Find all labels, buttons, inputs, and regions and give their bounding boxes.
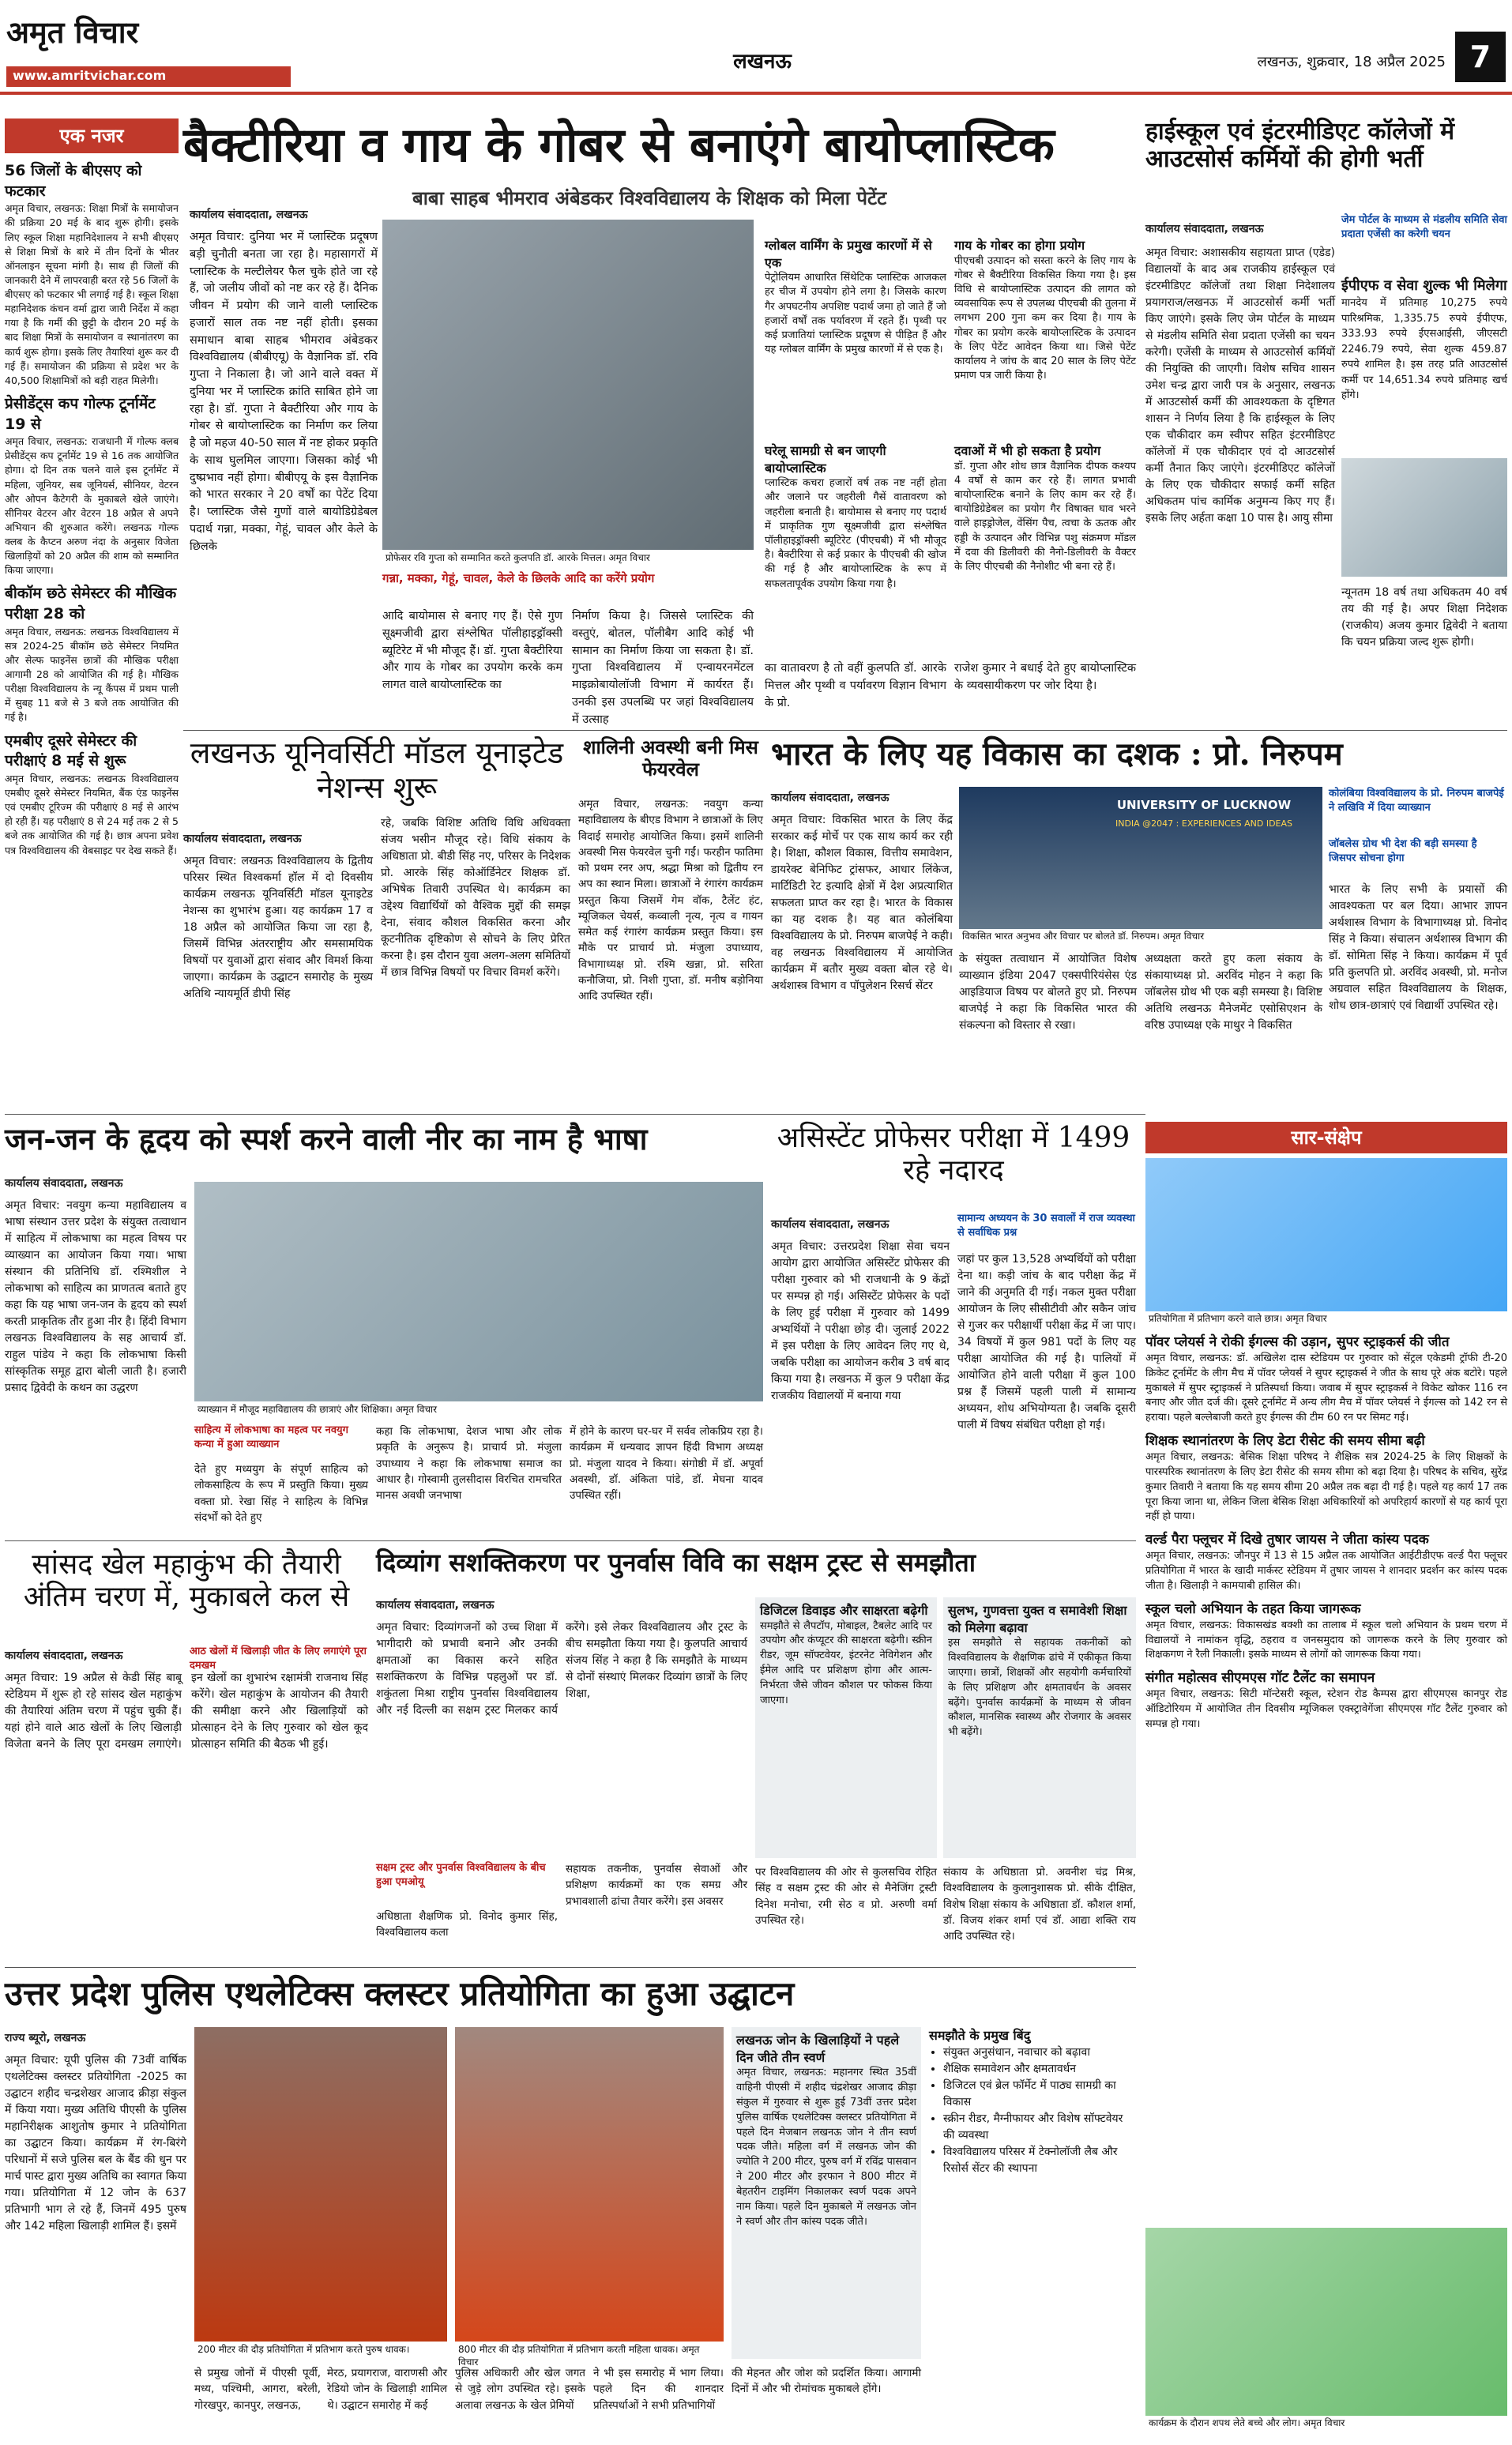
outsource-illustration: [1341, 458, 1507, 577]
niroopam-headline: भारत के लिए यह विकास का दशक : प्रो. निरुपम: [771, 735, 1343, 773]
police-photo-women-caption: 800 मीटर की दौड़ प्रतियोगिता में प्रतिभाग करती महिला धावक। अमृत विचार: [455, 2342, 724, 2359]
lead-col2a: आदि बायोमास से बनाए गए हैं। ऐसे गुण सूक्ष्मजीवी द्वारा संश्लेषित पॉलीहाइड्रॉक्सी ब्यूटिरेट में भी मौजूद हैं। डॉ. गुप्ता बैक्टीरिया और गाय के गोबर का उपयोग करके कम लागत वाले बायोप्लास्टिक का: [382, 610, 562, 691]
sidebar-item-title: प्रेसीडेंट्स कप गोल्फ टूर्नामेंट 19 से: [5, 394, 156, 433]
assistant-prof-body: अमृत विचार: उत्तरप्रदेश शिक्षा सेवा चयन आयोग द्वारा आयोजित असिस्टेंट प्रोफेसर की परीक्षा गुरुवार को भी राजधानी के 9 केंद्रों पर सम्पन्न हो गई। असिस्टेंट प्रोफेसर के पदों के लिए हुई परीक्षा में गुरुवार को 1499 अभ्यर्थियों ने परीक्षा छोड़ दी। जुलाई 2022 में इस परीक्षा के लिए आवेदन लिए गए थे, जबकि परीक्षा का आयोजन करीब 3 वर्ष बाद किया गया है। लखनऊ में कुल 9 परीक्षा केंद्र राजकीय विद्यालयों में बनाया गया: [771, 1240, 950, 1402]
outsource-story: [1145, 118, 1507, 727]
miss-farewell-story: [578, 736, 763, 1108]
assistant-prof-body-continued: जहां पर कुल 13,528 अभ्यर्थियों को परीक्षा देना था। कड़ी जांच के बाद परीक्षा केंद्र में जाने की अनुमति दी गई। नकल मुक्त परीक्षा आयोजन के लिए सीसीटीवी और सकैन जांच से गुजर कर परीक्षार्थी परीक्षा केंद्र में जा पाए। 34 विषयों में कुल 981 पदों के लिए यह परीक्षा आयोजित की गई है। पालियों में आयोजित होने वाली परीक्षा में कुल 100 प्रश्न हैं जिसमें पहली पाली में सामान्य अध्ययन, शोध अभियोग्यता है। जबकि दूसरी पाली में विषय संबंधित परीक्षा हो गई।: [957, 1253, 1136, 1431]
lead-box-title: गाय के गोबर का होगा प्रयोग: [954, 238, 1085, 253]
niroopam-body-col2: के संयुक्त तत्वाधान में आयोजित विशेष व्याख्यान इंडिया 2047 एक्सपीरियंसेस एंड आइडियाज विषय पर बोलते हुए प्रो. निरुपम बाजपेई ने कहा कि विकसित भारत की संकल्पना को विस्तार से रखा।: [959, 953, 1137, 1032]
sidebar-item: [5, 584, 179, 724]
lead-story: [183, 118, 1136, 727]
police-byline: राज्य ब्यूरो, लखनऊ: [5, 2032, 86, 2044]
police-headline: उत्तर प्रदेश पुलिस एथलेटिक्स क्लस्टर प्रतियोगिता का हुआ उद्घाटन: [5, 1974, 795, 2013]
lead-box-title: ग्लोबल वार्मिंग के प्रमुख कारणों में से एक: [765, 238, 932, 270]
divyang-box-body: इस समझौते से सहायक तकनीकों को विश्वविद्यालय के शैक्षणिक ढांचे में एकीकृत किया जाएगा। छात्रों, शिक्षकों और सहयोगी कर्मचारियों के लिए प्रशिक्षण और क्षमतावर्धन के अवसर बढ़ेंगे। पुनर्वास कार्यक्रमों के माध्यम से जीवन कौशल, मानसिक स्वास्थ्य और रोजगार के अवसर भी बढ़ेंगे।: [948, 1637, 1131, 1739]
masthead: [0, 0, 1512, 95]
saar-item-title: शिक्षक स्थानांतरण के लिए डेटा रीसेट की समय सीमा बढ़ी: [1145, 1433, 1425, 1450]
outsource-body: अमृत विचार: अशासकीय सहायता प्राप्त (एडेड) विद्यालयों के बाद अब राजकीय हाईस्कूल एवं इंटरमीडिएट कॉलेजों तथा शिक्षा निदेशालय प्रयागराज/लखनऊ में आउटसोर्स कर्मी भर्ती किए जाएंगे। इसके लिए जेम पोर्टल के माध्यम से मंडलीय समिति सेवा प्रदाता एजेंसी का चयन करेगी। एजेंसी के माध्यम से आउटसोर्स कर्मियों की नियुक्ति की जाएगी। विशेष सचिव शासन उमेश चन्द्र द्वारा जारी पत्र के अनुसार, लखनऊ में आउटसोर्स कर्मी की आवश्यकता के दृष्टिगत शासन ने निर्णय लिया है कि हाईस्कूल के लिए एक चौकीदार कम स्वीपर सहित इंटरमीडिएट कॉलेजों में एक चौकीदार एवं दो आउटसोर्स कर्मी तैनात किए जाएंगे। इंटरमीडिएट कॉलेजों के लिए एक चौकीदार सफाई कर्मी सहित अधिकतम पांच कार्मिक अनुमन्य किए गए हैं। इसके लिए अर्हता कक्षा 10 पास है। आयु सीमा: [1145, 246, 1335, 525]
saar-item-title: पॉवर प्लेयर्स ने रोकी ईगल्स की उड़ान, सुपर स्ट्राइकर्स की जीत: [1145, 1334, 1450, 1350]
lu-model-un-body: अमृत विचार: लखनऊ विश्वविद्यालय के द्वितीय परिसर स्थित विश्वकर्मा हॉल में दो दिवसीय कार्यक्रम लखनऊ यूनिवर्सिटी मॉडल यूनाइटेड नेशन्स का शुभारंभ हुआ। यह कार्यक्रम 17 व 18 अप्रैल को आयोजित किया जा रहा है, जिसमें विभिन्न अंतरराष्ट्रीय और समसामयिक विषयों पर युवाओं द्वारा संवाद और विमर्श किया जाएगा। कार्यक्रम के उद्घाटन समारोह के मुख्य अतिथि न्यायमूर्ति डीपी सिंह: [183, 855, 373, 1000]
niroopam-story: [771, 736, 1507, 1108]
saar-photo-bottom: [1145, 2228, 1507, 2432]
list-item: • डिजिटल एवं ब्रेल फॉर्मेट में पाठ्य सामग्री का विकास: [943, 2078, 1136, 2111]
divyang-tail: अधिष्ठाता शैक्षणिक प्रो. विनोद कुमार सिंह, विश्वविद्यालय कला: [376, 1910, 558, 1939]
assistant-prof-byline: कार्यालय संवाददाता, लखनऊ: [771, 1218, 890, 1231]
lead-box-body: डॉ. गुप्ता और शोध छात्र वैज्ञानिक दीपक कश्यप 4 वर्षों से काम कर रहे हैं। लागत प्रभावी बायोप्लास्टिक बनाने के लिए काम कर रहे हैं। बायोडिग्रेडेबल का प्रयोग गैर विषाक्त घाव भरने वाले हाइड्रोजेल, वेंसिंग पैच, त्वचा के ऊतक और हड्डी के उत्पादन और विभिन्न पशु संक्रमण मॉडल में दवा की डिलीवरी की नैनो-डिलीवरी के वैक्टर के लिए पीएचबी की नैनोशीट भी बना रहे हैं।: [954, 460, 1136, 573]
masthead-logo: अमृत विचार: [6, 14, 139, 50]
mahakumbh-body: अमृत विचार: 19 अप्रैल से केडी सिंह बाबू स्टेडियम में शुरू हो रहे सांसद खेल महाकुंभ की तैयारियां अंतिम चरण में पहुंच चुकी हैं। यहां होने वाले आठ खेलों के लिए खिलाड़ी विजेता बनने के लिए पूरा दमखम लगाएंगे। इन खेलों का शुभारंभ रक्षामंत्री राजनाथ सिंह करेंगे। खेल महाकुंभ के आयोजन की तैयारी की समीक्षा करने और खिलाड़ियों को प्रोत्साहन देने के लिए गुरुवार को खेल कूद प्रोत्साहन समिति की बैठक भी हुई।: [5, 1672, 368, 1751]
sidebar-item-body: अमृत विचार, लखनऊ: शिक्षा मित्रों के समायोजन की प्रक्रिया 20 मई के बाद शुरू होगी। इसके लिए स्कूल शिक्षा महानिदेशालय ने सभी बीएसए से शिक्षा मित्रों के बारे में तीन दिनों के भीतर ऑनलाइन सूचना मांगी है। साथ ही जिलों की जानकारी देने में लापरवाही बरत रहे 56 जिलों के बीएसए को फटकार भी लगाई गई है। स्कूल शिक्षा महानिदेशक कंचन वर्मा द्वारा जारी निर्देश में कहा गया है कि गर्मी की छुट्टी के दौरान 20 मई के बाद शिक्षा मित्रों के समायोजन व स्थानांतरण का कार्य शुरू होगा। इसके लिए तैयारियां शुरू कर दी गई हैं। समायोजन की प्रक्रिया से प्रदेश भर के 40,500 शिक्षामित्रों को बड़ी राहत मिलेगी।: [5, 202, 179, 386]
sidebar-item: [5, 394, 179, 578]
section-divider: [5, 1114, 1145, 1115]
section-divider: [183, 730, 1507, 731]
lead-photo-tag: गन्ना, मक्का, गेहूं, चावल, केले के छिलके आदि का करेंगे प्रयोग: [382, 571, 655, 585]
divyang-byline: कार्यालय संवाददाता, लखनऊ: [376, 1599, 495, 1612]
list-item: • शैक्षिक समावेशन और क्षमतावर्धन: [943, 2061, 1136, 2078]
masthead-rule: [0, 92, 1512, 95]
niroopam-byline: कार्यालय संवाददाता, लखनऊ: [771, 792, 890, 804]
divyang-story: [376, 1548, 1136, 1959]
lead-col2b: निर्माण किया है। जिससे प्लास्टिक की वस्तुएं, बोतल, पॉलीबैग आदि कोई भी सामान का निर्माण किया जा सकता है। डॉ. गुप्ता विश्वविद्यालय में एन्वायरनमेंटल माइक्रोबायोलॉजी विभाग में कार्यरत हैं। उनकी इस उपलब्धि पर जहां विश्वविद्यालय में उत्साह: [572, 610, 754, 726]
masthead-website: www.amritvichar.com: [6, 66, 291, 87]
list-item: • विश्वविद्यालय परिसर में टेक्नोलॉजी लैब और रिसोर्स सेंटर की स्थापना: [943, 2144, 1136, 2177]
saar-photo: [1145, 1158, 1507, 1327]
saar-item-body: अमृत विचार, लखनऊ: बेसिक शिक्षा परिषद ने शैक्षिक सत्र 2024-25 के लिए शिक्षकों के पारस्परिक स्थानांतरण के लिए डेटा रीसेट की समय सीमा को बढ़ा दिया है। परिषद के सचिव, सुरेंद्र कुमार तिवारी ने बताया कि यह समय सीमा 20 अप्रैल तक बढ़ा दी गई है। पहले यह कार्य 17 तक पूरा किया जाना था, लेकिन जिला बेसिक शिक्षा अधिकारियों को अपरिहार्य कारणों से यह कार्य पूरा नहीं हो पाया।: [1145, 1451, 1507, 1523]
bhasha-tag: साहित्य में लोकभाषा का महत्व पर नवयुग कन्या में हुआ व्याख्यान: [194, 1424, 348, 1450]
lu-model-un-story: [183, 736, 570, 1108]
divyang-headline: दिव्यांग सशक्तिकरण पर पुनर्वास विवि का सक्षम ट्रस्ट से समझौता: [376, 1548, 976, 1578]
bhasha-body: अमृत विचार: नवयुग कन्या महाविद्यालय व भाषा संस्थान उत्तर प्रदेश के संयुक्त तत्वाधान में साहित्य में लोकभाषा का महत्व विषय पर व्याख्यान का आयोजन किया गया। भाषा संस्थान की प्रतिनिधि डॉ. रश्मिशील ने लोकभाषा को साहित्य का प्राणतत्व बताते हुए कहा कि यह भाषा जन-जन के हृदय को स्पर्श करती प्राकृतिक तौर हुआ नीर है। हिंदी विभाग लखनऊ विश्वविद्यालय के सह आचार्य डॉ. राहुल पांडेय ने कहा कि लोकभाषा किसी सांस्कृतिक समूह द्वारा बोली जाती है। हजारी प्रसाद द्विवेदी के कथन का उद्धरण: [5, 1199, 186, 1394]
niroopam-body: अमृत विचार: विकसित भारत के लिए केंद्र सरकार कई मोर्चे पर एक साथ कार्य कर रही है। शिक्षा, कौशल विकास, वित्तीय समावेशन, डायरेक्ट बेनिफिट ट्रांसफर, आधार लिंकेज, मार्टिडिटी रेट इत्यादि क्षेत्रों में देश अप्रत्याशित सफलता प्राप्त कर रहा है। भारत के विकास का यह दशक है। यह बात कोलंबिया विश्वविद्यालय के प्रो. निरुपम बाजपेई ने कही। वह लखनऊ विश्वविद्यालय में आयोजित कार्यक्रम में बतौर मुख्य वक्ता बोल रहे थे। अर्थशास्त्र विभाग व पॉपुलेशन रिसर्च सेंटर: [771, 814, 953, 992]
lead-byline: कार्यालय संवाददाता, लखनऊ: [190, 209, 308, 221]
sidebar-ek-nazar: [5, 118, 179, 1122]
lead-box-body: पीएचबी उत्पादन को सस्ता करने के लिए गाय के गोबर से बैक्टीरिया विकसित किया गया है। इस विधि से बायोप्लास्टिक उत्पादन की लागत को व्यवसायिक रूप से उपलब्ध पीएचबी की तुलना में लगभग 200 गुना कम कर दिया है। गाय के गोबर का प्रयोग करके बायोप्लास्टिक के उत्पादन के लिए पेटेंट आवेदन किया था। जिसे पेटेंट कार्यालय ने जांच के बाद 20 साल के लिए पेटेंट प्रमाण पत्र जारी किया है।: [954, 254, 1136, 382]
bhasha-headline: जन-जन के हृदय को स्पर्श करने वाली नीर का नाम है भाषा: [5, 1121, 648, 1157]
sidebar-item-title: 56 जिलों के बीएसए को फटकार: [5, 162, 142, 200]
divyang-box1-continued: [566, 1861, 747, 1959]
niroopam-banner-title: UNIVERSITY OF LUCKNOW: [1116, 798, 1292, 812]
sidebar-item-body: अमृत विचार, लखनऊ: लखनऊ विश्वविद्यालय में सत्र 2024-25 बीकॉम छठे सेमेस्टर नियमित और सेल्फ फाइनेंस छात्रों की मौखिक परीक्षा आगामी 28 को आयोजित की गई है। मौखिक परीक्षा विश्वविद्यालय के न्यू कैंपस में प्रथम पाली में सुबह 11 बजे से 3 बजे तक आयोजित की गई है।: [5, 625, 179, 724]
saar-items: [1145, 1333, 1507, 2218]
lead-box-title: दवाओं में भी हो सकता है प्रयोग: [954, 443, 1101, 458]
list-item: • स्क्रीन रीडर, मैग्नीफायर और विशेष सॉफ्टवेयर की व्यवस्था: [943, 2111, 1136, 2144]
saar-item-title: संगीत महोत्सव सीएमएस गॉट टैलेंट का समापन: [1145, 1670, 1375, 1687]
divyang-box-education: [943, 1597, 1136, 1858]
mahakumbh-tag: आठ खेलों में खिलाड़ी जीत के लिए लगाएंगे पूरा दमखम: [190, 1646, 367, 1672]
saar-sankshep: [1145, 1122, 1507, 2433]
police-body-col3: मेरठ, प्रयागराज, वाराणसी और रेडियो जोन के खिलाड़ी शामिल थे। उद्घाटन समारोह में कई: [327, 2367, 447, 2412]
saar-item-title: स्कूल चलो अभियान के तहत किया जागरूक: [1145, 1601, 1361, 1617]
police-athletics-story: [5, 1975, 1136, 2433]
divyang-box-title: डिजिटल डिवाइड और साक्षरता बढ़ेगी: [760, 1603, 928, 1618]
outsource-box-body: मानदेय में प्रतिमाह 10,275 रुपये पारिश्रमिक, 1,335.75 रुपये ईपीएफ, 333.93 रुपये ईएसआईसी, जीएसटी 2246.79 रुपये, सेवा शुल्क 459.87 रुपये शामिल है। इस तरह प्रति आउटसोर्स कर्मी पर 14,651.34 रुपये प्रतिमाह खर्च होंगे।: [1341, 297, 1507, 402]
assistant-prof-tag: सामान्य अध्ययन के 30 सवालों में राज व्यवस्था से सर्वाधिक प्रश्न: [957, 1213, 1135, 1239]
divyang-tag: सक्षम ट्रस्ट और पुनर्वास विश्वविद्यालय के बीच हुआ एमओयू: [376, 1862, 546, 1888]
divyang-body: अमृत विचार: दिव्यांगजनों को उच्च शिक्षा में भागीदारी को प्रभावी बनाने और उनकी क्षमताओं का विकास करने सहित सशक्तिकरण के विभिन्न पहलुओं पर डॉ. शकुंतला मिश्रा राष्ट्रीय पुनर्वास विश्वविद्यालय और नई दिल्ली का सक्षम ट्रस्ट मिलकर कार्य करेंगे। इसे लेकर विश्वविद्यालय और ट्रस्ट के बीच समझौता किया गया है। कुलपति आचार्य संजय सिंह ने कहा है कि समझौते के माध्यम से दोनों संस्थाएं मिलकर दिव्यांग छात्रों के लिए शिक्षा,: [376, 1621, 747, 1717]
saar-header: सार-संक्षेप: [1145, 1122, 1507, 1153]
niroopam-photo-caption: विकसित भारत अनुभव और विचार पर बोलते डॉ. निरुपम। अमृत विचार: [959, 929, 1322, 945]
divyang-box1-continued-text: सहायक तकनीक, पुनर्वास सेवाओं और प्रशिक्षण कार्यक्रमों का एक समग्र और प्रभावशाली ढांचा तैयार करेंगे। इस अवसर: [566, 1863, 747, 1908]
divyang-box2-continued: पर विश्वविद्यालय की ओर से कुलसचिव रोहित सिंह व सक्षम ट्रस्ट की ओर से मैनेजिंग ट्रस्टी दिनेश मनोचा, रमी सेठ व प्रो. अरुणी वर्मा उपस्थित रहे।: [755, 1866, 937, 1927]
bhasha-story: [5, 1122, 763, 1533]
saar-photo-caption: प्रतियोगिता में प्रतिभाग करने वाले छात्र। अमृत विचार: [1145, 1311, 1507, 1327]
bhasha-photo: [194, 1182, 763, 1419]
saar-item-body: अमृत विचार, लखनऊ: विकासखंड बक्शी का तालाब में स्कूल चलो अभियान के प्रथम चरण में विद्यालयों ने नामांकन वृद्धि, ठहराव व जनसमुदाय को जागरूक करने के लिए गुरुवार को शिक्षकगण ने रैली निकाली। इसके माध्यम से लोगों को जागरूक किया गया।: [1145, 1619, 1507, 1661]
lead-box-household: [765, 442, 946, 656]
sidebar-header: एक नजर: [5, 118, 179, 153]
miss-farewell-headline: शालिनी अवस्थी बनी मिस फेयरवेल: [583, 735, 758, 781]
key-points-list: [929, 2044, 1136, 2177]
divyang-box-digital: [755, 1597, 937, 1858]
lead-photo-caption: प्रोफेसर रवि गुप्ता को सम्मानित करते कुलपति डॉ. आरके मित्तल। अमृत विचार: [382, 550, 754, 567]
key-points-title: समझौते के प्रमुख बिंदु: [929, 2028, 1031, 2043]
bhasha-byline: कार्यालय संवाददाता, लखनऊ: [5, 1177, 123, 1190]
bhasha-body-col4: में होने के कारण घर-घर में सर्वव लोकप्रिय रहा है। कार्यक्रम में धन्यवाद ज्ञापन हिंदी विभाग अध्यक्ष प्रो. मंजुला यादव ने किया। संगोष्ठी में डॉ. अपूर्वा अवस्थी, डॉ. अंकिता पांडे, डॉ. मेघना यादव उपस्थित रहीं।: [570, 1425, 763, 1502]
bhasha-photo-caption: व्याख्यान में मौजूद महाविद्यालय की छात्राएं और शिक्षिका। अमृत विचार: [194, 1401, 763, 1419]
niroopam-body-col3: अध्यक्षता करते हुए कला संकाय के संकायाध्यक्ष प्रो. अरविंद मोहन ने कहा कि जॉबलेस ग्रोथ भी एक बड़ी समस्या है। विशिष्ट अतिथि लखनऊ मैनेजमेंट एसोसिएशन के वरिष्ठ उपाध्यक्ष एके माथुर ने विकसित: [1145, 953, 1322, 1032]
lu-model-un-headline: लखनऊ यूनिवर्सिटी मॉडल यूनाइटेड नेशन्स शुरू: [190, 735, 564, 805]
lead-tail: राजेश कुमार ने बधाई देते हुए बायोप्लास्टिक के व्यवसायीकरण पर जोर दिया है।: [954, 662, 1136, 692]
divyang-box-title: सुलभ, गुणवत्ता युक्त व समावेशी शिक्षा को मिलेगा बढ़ावा: [948, 1603, 1127, 1635]
masthead-city: लखनऊ: [733, 50, 792, 73]
lu-model-un-byline: कार्यालय संवाददाता, लखनऊ: [183, 833, 302, 845]
saar-item-body: अमृत विचार, लखनऊ: डॉ. अखिलेश दास स्टेडियम पर गुरुवार को सेंट्रल एकेडमी ट्रॉफी टी-20 क्रिकेट टूर्नामेंट के लीग मैच में पॉवर प्लेयर्स ने सुपर स्ट्राइकर्स ने जीत के साथ पूरे अंक बटोरे। पहले मुकाबले में सुपर स्ट्राइकर्स ने प्रतिस्पर्धा किया। जवाब में सुपर स्ट्राइकर्स ने विकेट खोकर 116 रन बनाए और जीत दर्ज की। दूसरे टूर्नामेंट में अन्य लीग मैच में पॉवर प्लेयर्स ने ईगल्स को 142 रन से हराया। पहले बल्लेबाजी करते हुए ईगल्स की टीम 60 रन पर सिमट गई।: [1145, 1352, 1507, 1424]
list-item: • संयुक्त अनुसंधान, नवाचार को बढ़ावा: [943, 2044, 1136, 2061]
niroopam-body-col4: भारत के लिए सभी के प्रयासों की आवश्यकता पर बल दिया। आभार ज्ञापन अर्थशास्त्र विभाग के विभागाध्यक्ष प्रो. विनोद सिंह ने किया। संचालन अर्थशास्त्र विभाग की डॉ. सोमिता सिंह ने किया। कार्यक्रम में पूर्व प्रति कुलपति प्रो. अरविंद अवस्थी, प्रो. मनोज अग्रवाल सहित विश्वविद्यालय के शिक्षक, शोध छात्र-छात्राएं एवं विद्यार्थी उपस्थित रहे।: [1329, 883, 1507, 1012]
outsource-box: [1341, 276, 1507, 450]
divyang-key-points: [929, 2027, 1136, 2433]
lead-box-global-warming: [765, 237, 946, 434]
saar-item-body: अमृत विचार, लखनऊ: जौनपुर में 13 से 15 अप्रैल तक आयोजित आईटीडीएफ वर्ल्ड पैरा फ्लूचर प्रतियोगिता में भारत के खादी मार्कस्ट स्टेडियम में तुषार जायस ने शानदार प्रदर्शन कर कांस्य पदक जीता है। खिलाड़ी ने कामयाबी हासिल की।: [1145, 1550, 1507, 1592]
bhasha-body-col3: कहा कि लोकभाषा, देशज भाषा और लोक प्रकृति के अनुरूप है। प्राचार्य प्रो. मंजुला उपाध्याय ने कहा कि लोकभाषा समाज का आधार है। गोस्वामी तुलसीदास विरचित रामचरित मानस अवधी जनभाषा: [376, 1425, 562, 1502]
police-box-lucknow-zone: [732, 2027, 921, 2359]
outsource-body-continued: न्यूनतम 18 वर्ष तथा अधिकतम 40 वर्ष तय की गई है। अपर शिक्षा निदेशक (राजकीय) अजय कुमार द्विवेदी ने बताया कि चयन प्रक्रिया जल्द शुरू होगी।: [1341, 586, 1507, 649]
mahakumbh-byline: कार्यालय संवाददाता, लखनऊ: [5, 1649, 123, 1662]
lead-box-body: प्लास्टिक कचरा हजारों वर्ष तक नष्ट नहीं होता और जलाने पर जहरीली गैसें वातावरण को जहरीला बनाती है। बायोमास से बनाए गए पदार्थ में प्राकृतिक गुण सूक्ष्मजीवी द्वारा संश्लेषित पॉलीहाइड्रॉक्सी ब्यूटिरेट (पीएचबी) में भी मौजूद है। बैक्टीरिया से कई प्रकार के पीएचबी की खोज की गई है और बायोप्लास्टिक के रूप में सफलतापूर्वक उपयोग किया गया है।: [765, 477, 946, 590]
police-photo-men-caption: 200 मीटर की दौड़ प्रतियोगिता में प्रतिभाग करते पुरुष धावक।: [194, 2342, 447, 2359]
lead-col1: अमृत विचार: दुनिया भर में प्लास्टिक प्रदूषण बड़ी चुनौती बनता जा रहा है। महासागरों में प्लास्टिक के मल्टीलेयर फैल चुके होते जा रहे हैं, जो जलीय जीवों को नष्ट कर रहे हैं। दैनिक जीवन में प्रयोग की जाने वाली प्लास्टिक हजारों साल तक नष्ट नहीं होती। इसका समाधान बाबा साहब भीमराव अंबेडकर विश्वविद्यालय (बीबीएयू) के वैज्ञानिक डॉ. रवि गुप्ता ने निकाला है। जो आने वाले वक्त में दुनिया भर में प्लास्टिक क्रांति साबित होने जा रहा है। डॉ. गुप्ता ने बैक्टीरिया और गाय के गोबर से बायोप्लास्टिक का निर्माण कर लिया है जो महज 40-50 साल में नष्ट होकर प्रकृति के साथ घुलमिल जाएगा। जिसका कोई भी दुष्प्रभाव नहीं होगा। बीबीएयू के इस वैज्ञानिक को भारत सरकार ने 20 वर्षों का पेटेंट दिया है। प्लास्टिक जैसे गुणों वाले बायोडिग्रेडेबल पदार्थ गन्ना, मक्का, गेहूं, चावल और केले के छिलके: [190, 231, 378, 553]
page-number: 7: [1455, 32, 1506, 82]
lu-model-un-body-continued: रहे, जबकि विशिष्ट अतिथि विधि अधिवक्ता संजय भसीन मौजूद रहे। विधि संकाय के अधिष्ठाता प्रो. बीडी सिंह नए, परिसर के निदेशक प्रो. आरके सिंह कोऑर्डिनेटर शिक्षक डॉ. अभिषेक तिवारी उपस्थित थे। कार्यक्रम का उद्देश्य विद्यार्थियों को वैश्विक मुद्दों की समझ देना, संवाद कौशल विकसित करना और कूटनीतिक दृष्टिकोण से सोचने के लिए प्रेरित करना है। इस दौरान युवा अलग-अलग समितियों में छात्र विभिन्न विषयों पर विचार विमर्श करेंगे।: [381, 817, 570, 979]
police-body-col5: ने भी इस समारोह में भाग लिया। पहले दिन की शानदार प्रतिस्पर्धाओं ने सभी प्रतिभागियों: [593, 2367, 724, 2412]
saar-item-title: वर्ल्ड पैरा फ्लूचर में दिखे तुषार जायस ने जीता कांस्य पदक: [1145, 1532, 1429, 1548]
police-tail: की मेहनत और जोश को प्रदर्शित किया। आगामी दिनों में और भी रोमांचक मुकाबले होंगे।: [732, 2367, 921, 2396]
niroopam-banner-subtitle: INDIA @2047 : EXPERIENCES AND IDEAS: [1115, 818, 1293, 829]
lead-box-medicine: [954, 442, 1136, 656]
outsource-box-title: ईपीएफ व सेवा शुल्क भी मिलेगा: [1341, 277, 1507, 294]
lead-photo: [382, 220, 754, 567]
miss-farewell-body: अमृत विचार, लखनऊ: नवयुग कन्या महाविद्यालय के बीएड विभाग ने छात्राओं के लिए विदाई समारोह आयोजित किया। इसमें शालिनी अवस्थी मिस फेयरवेल चुनी गईं। फरहीन फातिमा को प्रथम रनर अप, श्रद्धा मिश्रा को द्वितीय रन अप का स्थान मिला। छात्राओं ने रंगारंग कार्यक्रम प्रस्तुत किया जिसमें गेम वॉक, टैलेंट हंट, म्यूजिकल चेयर्स, कव्वाली नृत्य, नृत्य व गायन समेत कई रंगारंग कार्यक्रम प्रस्तुत किया। इस मौके पर प्राचार्य प्रो. मंजुला उपाध्याय, विभागाध्यक्ष प्रो. रश्मि खन्ना, प्रो. सरिता कनौजिया, प्रो. निशी गुप्ता, डॉ. मनीष बड़ोनिया आदि उपस्थित रहीं।: [578, 798, 763, 1002]
divyang-box3-continued: संकाय के अधिष्ठाता प्रो. अवनीश चंद्र मिश्र, विश्वविद्यालय के कुलानुशासक प्रो. सीके दीक्षित, विशेष शिक्षा संकाय के अधिष्ठाता डॉ. कौशल शर्मा, डॉ. विजय शंकर शर्मा एवं डॉ. आद्या शक्ति राय आदि उपस्थित रहे।: [943, 1866, 1136, 1943]
lead-box-title: घरेलू सामग्री से बन जाएगी बायोप्लास्टिक: [765, 443, 886, 476]
lead-box-cow-dung: [954, 237, 1136, 434]
saar-photo-bottom-caption: कार्यक्रम के दौरान शपथ लेते बच्चे और लोग। अमृत विचार: [1145, 2416, 1507, 2432]
section-divider: [5, 1967, 1136, 1968]
sidebar-item-body: अमृत विचार, लखनऊ: राजधानी में गोल्फ क्लब प्रेसीडेंट्स कप टूर्नामेंट 19 से 16 तक आयोजित होगा। दो दिन तक चलने वाले इस टूर्नामेंट में महिला, जूनियर, सब जूनियर्स, सीनियर, वेटरन और ओपन कैटेगरी के मुकाबले खेले जाएंगे। सीनियर वेटरन और वेटरन 18 अप्रैल से अपने अभियान की शुरुआत करेंगे। लखनऊ गोल्फ क्लब के कैप्टन अरुण नंदा के अनुसार विजेता खिलाड़ियों को 20 अप्रैल की शाम को सम्मानित किया जाएगा।: [5, 435, 179, 577]
police-box-body: अमृत विचार, लखनऊ: महानगर स्थित 35वीं वाहिनी पीएसी में शहीद चंद्रशेखर आजाद क्रीड़ा संकुल में गुरुवार से शुरू हुई 73वीं उत्तर प्रदेश पुलिस वार्षिक एथलेटिक्स क्लस्टर प्रतियोगिता में पहले दिन मेजबान लखनऊ जोन ने तीन स्वर्ण पदक जीते। महिला वर्ग में लखनऊ जोन की ज्योति ने 200 मीटर, पुरुष वर्ग में रविंद्र पासवान ने 200 मीटर और इरफान ने 800 मीटर में बेहतरीन टाइमिंग निकालकर स्वर्ण पदक अपने नाम किया। पहले दिन मुकाबले में लखनऊ जोन ने स्वर्ण और तीन कांस्य पदक जीते।: [736, 2067, 916, 2228]
masthead-date: लखनऊ, शुक्रवार, 18 अप्रैल 2025: [1257, 54, 1446, 70]
saar-item-body: अमृत विचार, लखनऊ: सिटी मॉन्टेसरी स्कूल, स्टेशन रोड कैम्पस द्वारा सीएमएस कानपुर रोड ऑडिटोरियम में आयोजित तीन दिवसीय म्यूजिकल एक्स्ट्रावेगेंजा सीएमएस गॉट टैलेंट गुरुवार को सम्पन्न हो गया।: [1145, 1688, 1507, 1730]
lead-col2c: का वातावरण है तो वहीं कुलपति डॉ. आरके मित्तल और पृथ्वी व पर्यावरण विज्ञान विभाग के प्रो.: [765, 662, 946, 709]
section-divider: [5, 1540, 1136, 1541]
niroopam-tag: कोलंबिया विश्वविद्यालय के प्रो. निरुपम बाजपेई ने लखिवि में दिया व्याख्यान: [1329, 788, 1504, 814]
mahakumbh-headline: सांसद खेल महाकुंभ की तैयारी अंतिम चरण में, मुकाबले कल से: [23, 1548, 350, 1614]
sidebar-item-title: एमबीए दूसरे सेमेस्टर की परीक्षाएं 8 मई से शुरू: [5, 732, 137, 770]
niroopam-tag: जॉबलेस ग्रोथ भी देश की बड़ी समस्या है जिसपर सोचना होगा: [1329, 838, 1477, 864]
police-photo-men: [194, 2027, 447, 2359]
sidebar-item-title: बीकॉम छठे सेमेस्टर की मौखिक परीक्षा 28 को: [5, 585, 177, 623]
sidebar-item: [5, 732, 179, 858]
sidebar-item-body: अमृत विचार, लखनऊ: लखनऊ विश्वविद्यालय एमबीए दूसरे सेमेस्टर नियमित, बैंक एंड फाइनेंस एवं एमबीए टूरिज्म की परीक्षाएं 8 मई से आरंभ हो रही हैं। यह परीक्षाएं 8 से 24 मई तक 2 से 5 बजे तक आयोजित की गई है। छात्र अपना प्रवेश पत्र विश्वविद्यालय की वेबसाइट पर देख सकते हैं।: [5, 772, 179, 856]
divyang-box-body: समझौते से लैपटॉप, मोबाइल, टैबलेट आदि पर उपयोग और कंप्यूटर की साक्षरता बढ़ेगी। स्क्रीन रीडर, जूम सॉफ्टवेयर, इंटरनेट नेविगेशन और ईमेल आदि पर प्रशिक्षण होगा और आत्म-निर्भरता जैसे जीवन कौशल पर फोकस किया जाएगा।: [760, 1619, 932, 1706]
assistant-prof-headline: असिस्टेंट प्रोफेसर परीक्षा में 1499 रहे नदारद: [777, 1122, 1130, 1187]
mahakumbh-story: [5, 1548, 368, 1959]
niroopam-photo: [959, 787, 1322, 945]
police-body-col2: से प्रमुख जोनों में पीएसी पूर्वी, मध्य, पश्चिमी, आगरा, बरेली, गोरखपुर, कानपुर, लखनऊ,: [194, 2367, 321, 2412]
assistant-prof-story: [771, 1122, 1136, 1533]
lead-headline: बैक्टीरिया व गाय के गोबर से बनाएंगे बायोप्लास्टिक: [183, 118, 1055, 173]
police-body: अमृत विचार: यूपी पुलिस की 73वीं वार्षिक एथलेटिक्स क्लस्टर प्रतियोगिता -2025 का उद्घाटन शहीद चन्द्रशेखर आजाद क्रीड़ा संकुल में किया गया। मुख्य अतिथि पीएसी के पुलिस महानिरीक्षक आशुतोष कुमार ने प्रतियोगिता का उद्घाटन किया। कार्यक्रम में रंग-बिरंगे परिधानों में सजे पुलिस बल के बैंड की धुन पर मार्च पास्ट द्वारा मुख्य अतिथि का स्वागत किया गया। प्रतियोगिता में 12 जोन के 637 प्रतिभागी भाग ले रहे हैं, जिनमें 495 पुरुष और 142 महिला खिलाड़ी शामिल हैं। इसमें: [5, 2054, 186, 2232]
outsource-tag: जेम पोर्टल के माध्यम से मंडलीय समिति सेवा प्रदाता एजेंसी का करेगी चयन: [1341, 214, 1507, 240]
outsource-byline: कार्यालय संवाददाता, लखनऊ: [1145, 223, 1264, 235]
bhasha-body-col2: देते हुए मध्ययुग के संपूर्ण साहित्य को लोकसाहित्य के रूप में प्रस्तुति किया। मुख्य वक्ता प्रो. रेखा सिंह ने साहित्य के विभिन्न संदर्भों को देते हुए: [194, 1463, 368, 1524]
lead-subhead: बाबा साहब भीमराव अंबेडकर विश्वविद्यालय के शिक्षक को मिला पेटेंट: [412, 187, 887, 209]
police-photo-women: [455, 2027, 724, 2368]
outsource-headline: हाईस्कूल एवं इंटरमीडिएट कॉलेजों में आउटसोर्स कर्मियों की होगी भर्ती: [1145, 118, 1455, 173]
police-body-col4: पुलिस अधिकारी और खेल जगत से जुड़े लोग उपस्थित रहे। इसके अलावा लखनऊ के खेल प्रेमियों: [455, 2367, 585, 2412]
sidebar-item: [5, 161, 179, 388]
lead-box-body: पेट्रोलियम आधारित सिंथेटिक प्लास्टिक आजकल हर चीज में उपयोग होने लगा है। जिसके कारण गैर अपघटनीय अपशिष्ट पदार्थ जमा हो जाते हैं जो हजारों वर्षों तक पर्यावरण में रहते हैं। पृथ्वी पर कई प्रजातियां प्लास्टिक प्रदूषण से पीड़ित हैं और यह ग्लोबल वार्मिंग के प्रमुख कारणों में से एक है।: [765, 272, 946, 356]
police-box-title: लखनऊ जोन के खिलाड़ियों ने पहले दिन जीते तीन स्वर्ण: [736, 2033, 900, 2065]
